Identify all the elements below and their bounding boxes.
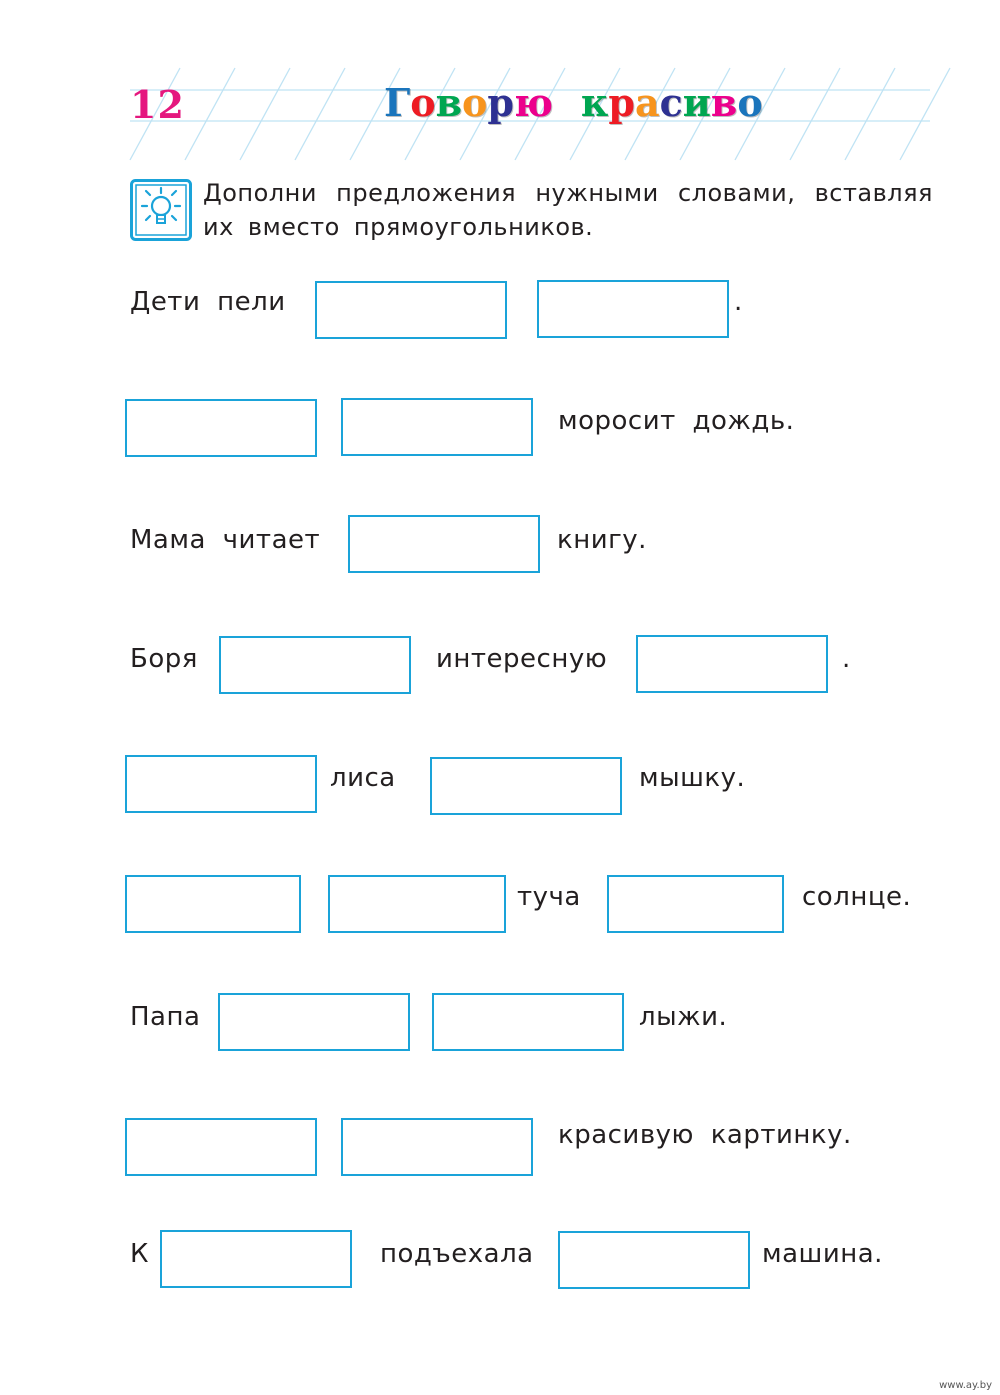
sentence-5-text-2: мышку. xyxy=(639,763,746,793)
title-w2-letter-3: с xyxy=(659,80,683,125)
sentence-4-blank-2[interactable] xyxy=(636,635,828,693)
sentence-3-text-2: книгу. xyxy=(557,525,647,555)
sentence-9-text-1: К xyxy=(130,1239,149,1269)
sentence-1-text-2: . xyxy=(734,287,743,317)
sentence-5-blank-1[interactable] xyxy=(125,755,317,813)
title-w2-letter-0: к xyxy=(580,80,609,125)
page-number: 12 xyxy=(130,82,185,127)
sentence-7-blank-2[interactable] xyxy=(432,993,624,1051)
title-w2-letter-5: в xyxy=(710,80,738,125)
sentence-6-text-2: солнце. xyxy=(802,882,912,912)
sentence-4-text-3: . xyxy=(842,644,851,674)
sentence-4-blank-1[interactable] xyxy=(219,636,411,694)
title-w1-letter-0: Г xyxy=(384,80,411,125)
sentence-2-blank-1[interactable] xyxy=(125,399,317,457)
sentence-6-text-1: туча xyxy=(517,882,581,912)
sentence-7-text-1: Папа xyxy=(130,1002,201,1032)
sentence-8-blank-2[interactable] xyxy=(341,1118,533,1176)
page-title-word-2 xyxy=(581,80,763,125)
sentence-2-text-1: моросит дождь. xyxy=(558,406,795,436)
sentence-1-blank-2[interactable] xyxy=(537,280,729,338)
title-w2-letter-4: и xyxy=(682,80,711,125)
watermark: www.ay.by xyxy=(939,1380,992,1391)
sentence-9-text-3: машина. xyxy=(762,1239,883,1269)
title-w1-letter-3: о xyxy=(462,80,488,125)
sentence-5-text-1: лиса xyxy=(330,763,396,793)
sentence-9-text-2: подъехала xyxy=(380,1239,534,1269)
sentence-8-blank-1[interactable] xyxy=(125,1118,317,1176)
sentence-3-text-1: Мама читает xyxy=(130,525,321,555)
sentence-5-blank-2[interactable] xyxy=(430,757,622,815)
sentence-3-blank-1[interactable] xyxy=(348,515,540,573)
sentence-8-text-1: красивую картинку. xyxy=(558,1120,852,1150)
title-w1-letter-1: о xyxy=(410,80,436,125)
sentence-9-blank-1[interactable] xyxy=(160,1230,352,1288)
lightbulb-icon xyxy=(130,179,192,241)
title-w2-letter-2: а xyxy=(634,80,660,125)
sentence-1-blank-1[interactable] xyxy=(315,281,507,339)
title-w1-letter-2: в xyxy=(435,80,463,125)
sentence-4-text-1: Боря xyxy=(130,644,198,674)
sentence-7-text-2: лыжи. xyxy=(639,1002,728,1032)
title-w2-letter-6: о xyxy=(737,80,763,125)
page-title-word-1 xyxy=(384,80,553,125)
title-w1-letter-4: р xyxy=(487,80,514,125)
page-title xyxy=(384,80,763,125)
sentence-1-text-1: Дети пели xyxy=(130,287,286,317)
sentence-6-blank-1[interactable] xyxy=(125,875,301,933)
sentence-4-text-2: интересную xyxy=(436,644,608,674)
title-w1-letter-5: ю xyxy=(513,80,553,125)
task-instruction: Дополни предложения нужными словами, вставляя их вместо прямоугольников. xyxy=(203,179,933,241)
sentence-2-blank-2[interactable] xyxy=(341,398,533,456)
sentence-6-blank-3[interactable] xyxy=(607,875,784,933)
sentence-7-blank-1[interactable] xyxy=(218,993,410,1051)
sentence-9-blank-2[interactable] xyxy=(558,1231,750,1289)
sentence-6-blank-2[interactable] xyxy=(328,875,506,933)
title-w2-letter-1: р xyxy=(608,80,635,125)
